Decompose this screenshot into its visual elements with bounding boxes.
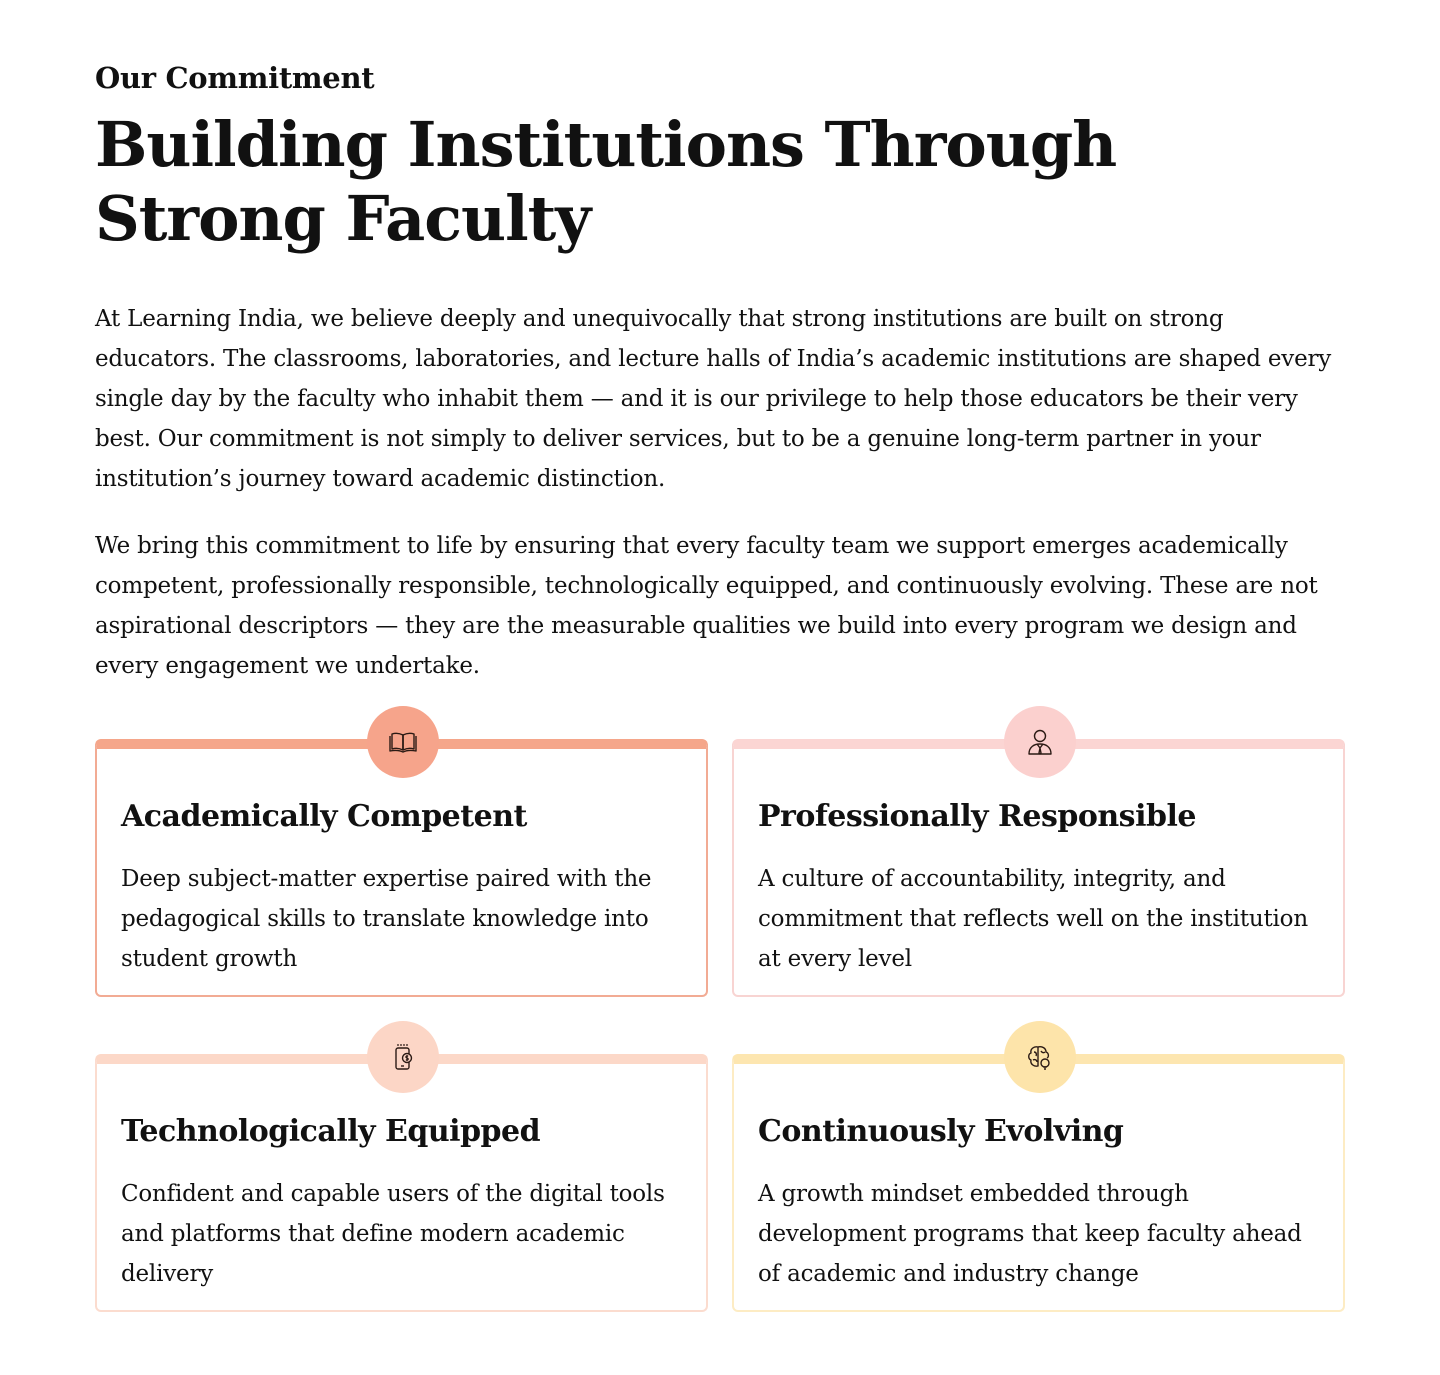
card-continuously-evolving [732, 1054, 1345, 1312]
card-text: A growth mindset embedded through development programs that keep faculty ahead of academic and industry change [758, 1181, 1302, 1287]
card-academically-competent [95, 739, 708, 997]
brain-growth-icon [1004, 1021, 1076, 1093]
commitment-paragraph: We bring this commitment to life by ensuring that every faculty team we support emerges academically competent, professionally responsible, technologically equipped, and continuously evolving. These are not aspirational descriptors — they are the measurable qualities we build into every program we design and every engagement we undertake. [95, 533, 1318, 679]
card-title: Academically Competent [121, 799, 527, 834]
card-professionally-responsible [732, 739, 1345, 997]
card-title: Technologically Equipped [121, 1114, 541, 1149]
professional-person-icon [1004, 706, 1076, 778]
card-text: A culture of accountability, integrity, and commitment that reflects well on the institution at every level [758, 866, 1308, 972]
card-title: Professionally Responsible [758, 799, 1196, 834]
section-title: Building Institutions Through Strong Faculty [95, 108, 1117, 255]
commitment-section [95, 58, 1345, 686]
card-technologically-equipped [95, 1054, 708, 1312]
mobile-device-icon [367, 1021, 439, 1093]
card-title: Continuously Evolving [758, 1114, 1124, 1149]
intro-paragraph: At Learning India, we believe deeply and unequivocally that strong institutions are built on strong educators. The classrooms, laboratories, and lecture halls of India’s academic institutions are shaped every single day by the faculty who inhabit them — and it is our privilege to help those educators be their very best. Our commitment is not simply to deliver services, but to be a genuine long-term partner in your institution’s journey toward academic distinction. [95, 306, 1332, 492]
card-text: Deep subject-matter expertise paired with the pedagogical skills to translate knowledge into student growth [121, 866, 652, 972]
open-book-icon [367, 706, 439, 778]
card-text: Confident and capable users of the digital tools and platforms that define modern academic delivery [121, 1181, 665, 1287]
section-eyebrow: Our Commitment [95, 61, 375, 95]
